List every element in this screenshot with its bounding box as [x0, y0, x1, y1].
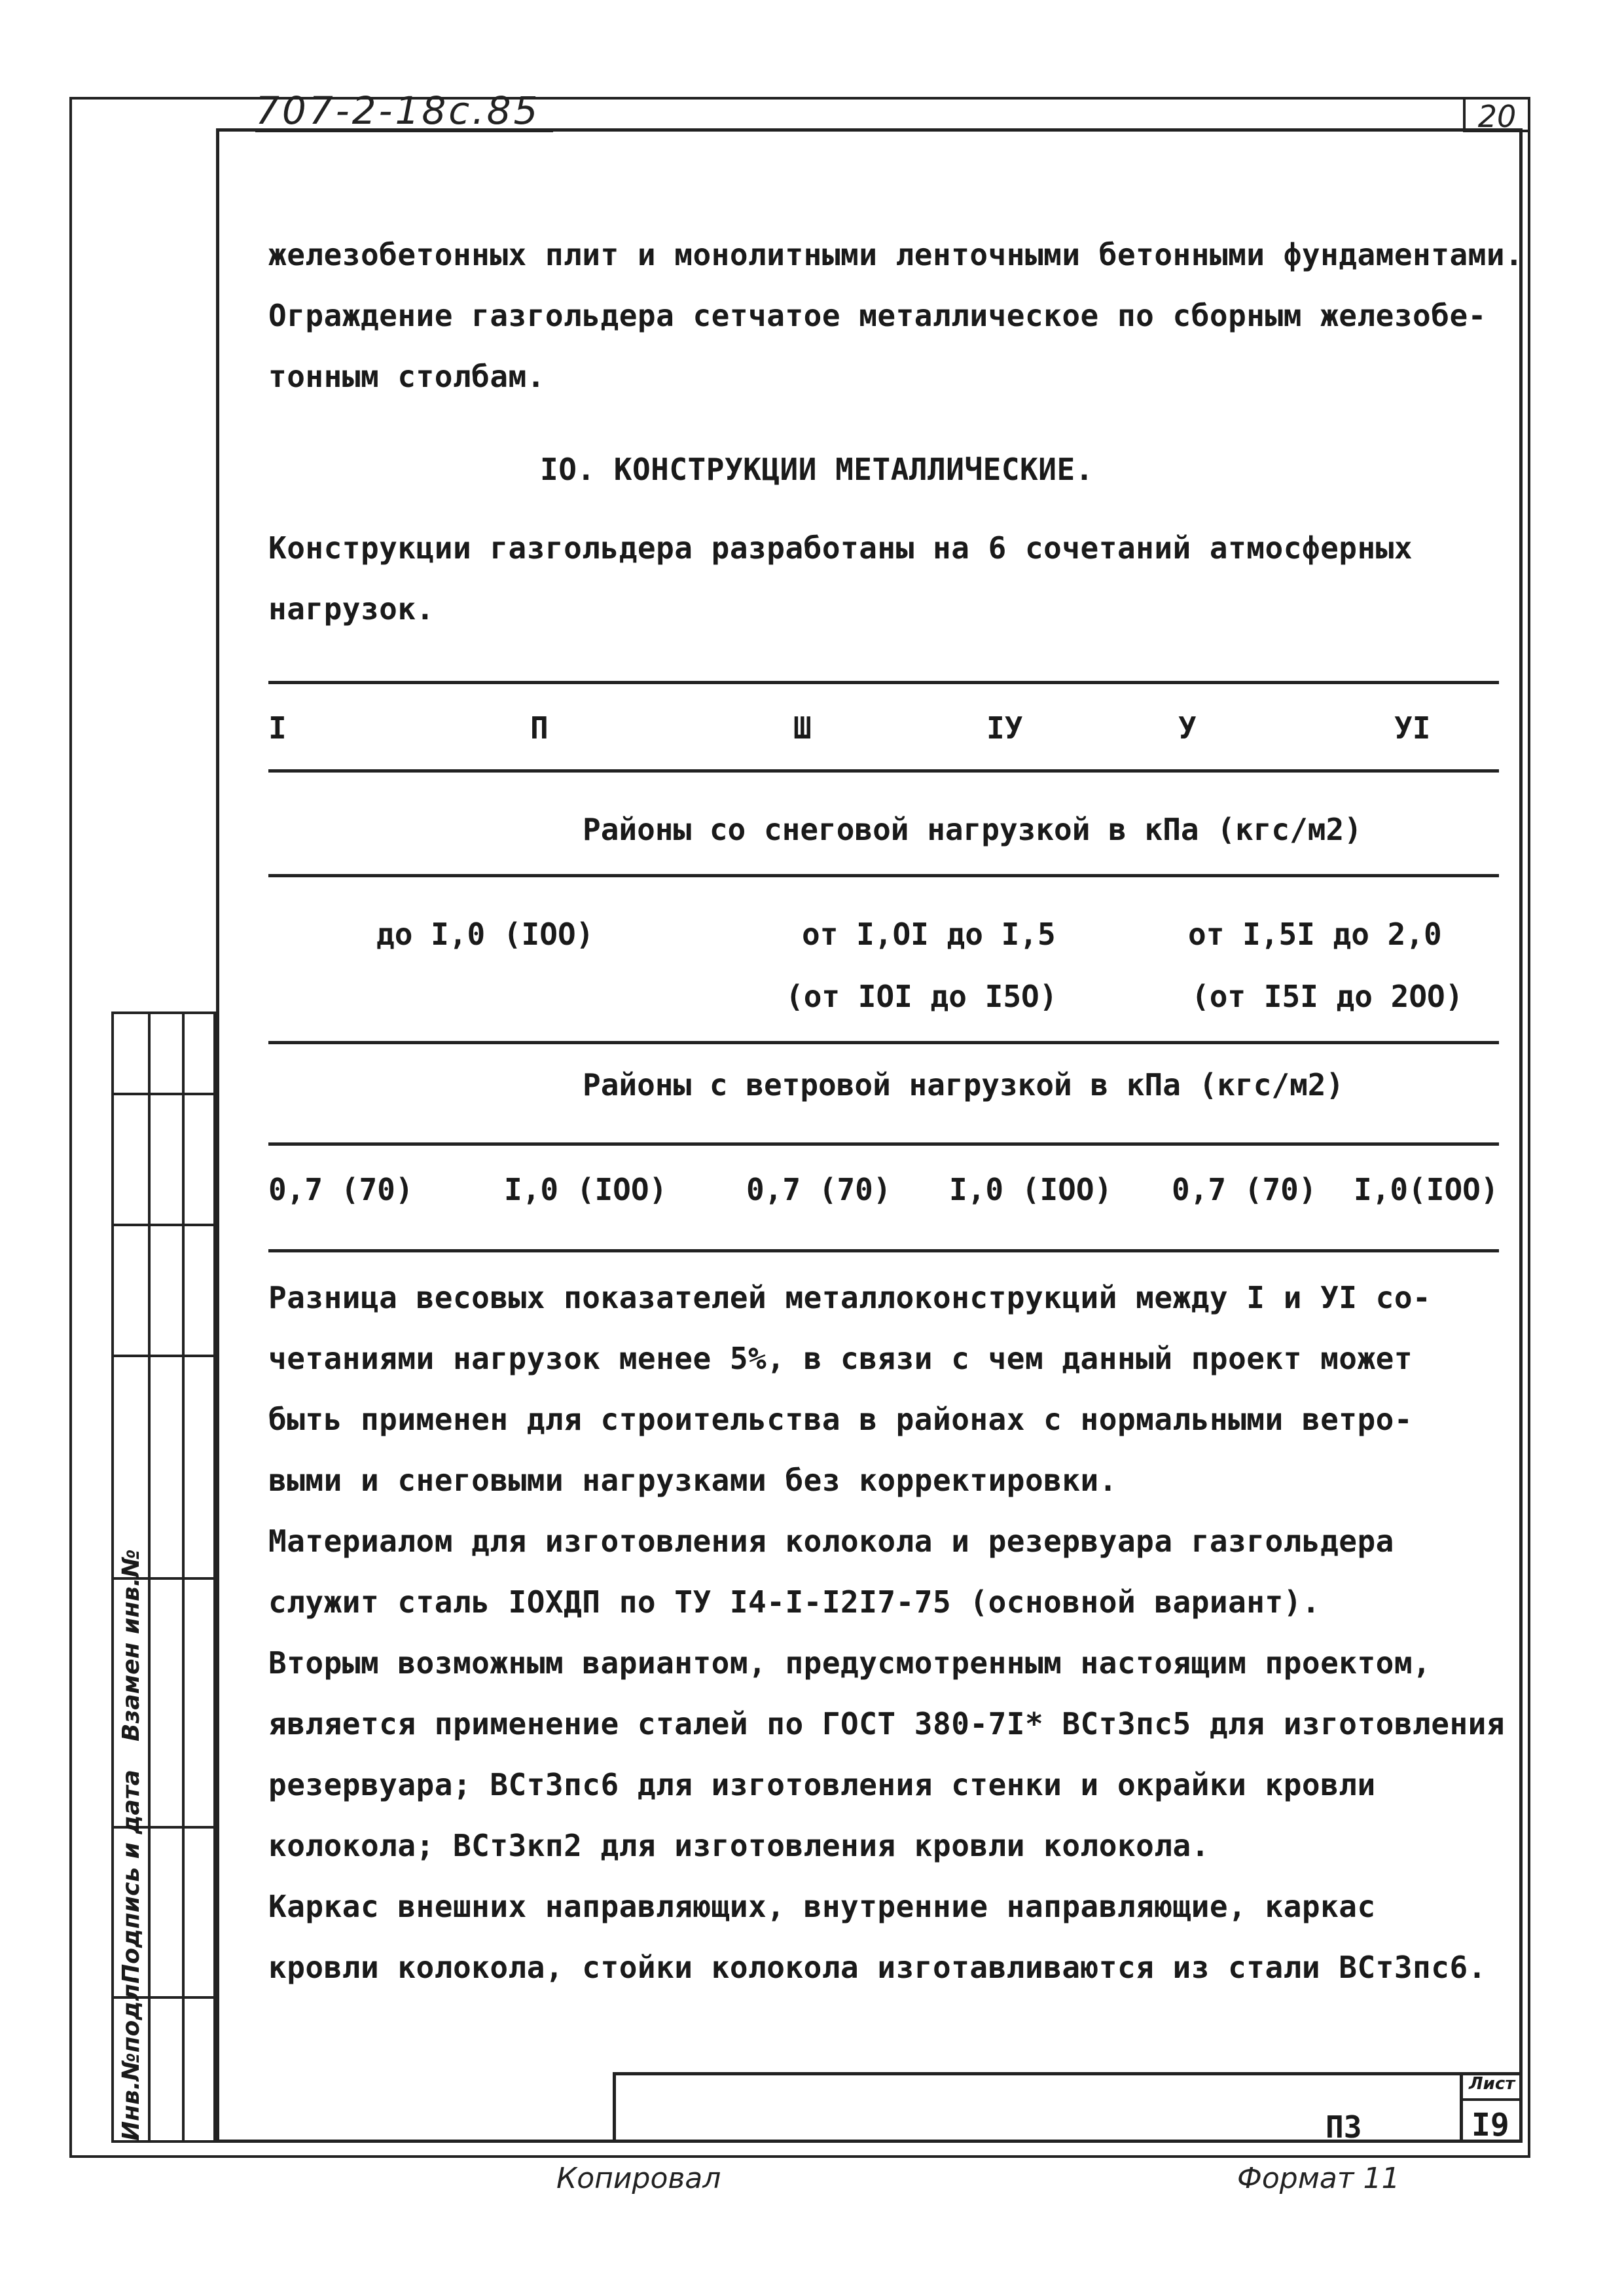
- column-header: I: [268, 710, 287, 746]
- column-header: IУ: [986, 710, 1023, 746]
- page-number: 20: [1463, 98, 1528, 132]
- column-header: УI: [1394, 710, 1431, 746]
- table-rule: [268, 874, 1499, 877]
- text-line: Разница весовых показателей металлоконструкций между I и УI со-: [268, 1280, 1432, 1315]
- text-line: является применение сталей по ГОСТ 380-7I* ВСт3пс5 для изготовления: [268, 1706, 1506, 1741]
- wind-value: I,0 (IOO): [504, 1172, 668, 1207]
- table-rule: [268, 1249, 1499, 1252]
- snow-value: (от IOI до I5O): [785, 979, 1058, 1014]
- stamp-divider: [114, 1355, 213, 1357]
- text-line: нагрузок.: [268, 591, 435, 627]
- title-block: [613, 2072, 1523, 2143]
- snow-value: до I,0 (IOO): [376, 917, 594, 952]
- title-block-code: ПЗ: [1326, 2109, 1362, 2145]
- text-line: четаниями нагрузок менее 5%, в связи с чем данный проект может: [268, 1341, 1413, 1376]
- text-line: тонным столбам.: [268, 359, 545, 394]
- footer-format: Формат 11: [1237, 2162, 1400, 2195]
- table-rule: [268, 769, 1499, 773]
- column-header: Ш: [793, 710, 812, 746]
- column-header: П: [530, 710, 549, 746]
- table-rule: [268, 1041, 1499, 1044]
- sheet-box-divider: [1460, 2098, 1523, 2101]
- stamp-label-replacement: Взамен инв.№: [118, 1549, 145, 1741]
- wind-value: I,0 (IOO): [949, 1172, 1113, 1207]
- wind-value: 0,7 (70): [268, 1172, 414, 1207]
- table-rule: [268, 681, 1499, 684]
- text-line: колокола; ВСт3кп2 для изготовления кровли колокола.: [268, 1828, 1210, 1863]
- sheet-number: I9: [1471, 2107, 1509, 2143]
- snow-value: от I,5I до 2,0: [1188, 917, 1442, 952]
- section-heading: IO. КОНСТРУКЦИИ МЕТАЛЛИЧЕСКИЕ.: [540, 452, 1094, 487]
- table-rule: [268, 1142, 1499, 1146]
- stamp-label-inventory: Инв.№подл.: [118, 1975, 145, 2141]
- text-line: быть применен для строительства в районах с нормальными ветро-: [268, 1402, 1413, 1437]
- text-line: выми и снеговыми нагрузками без корректировки.: [268, 1463, 1117, 1498]
- wind-value: I,0(IOO): [1354, 1172, 1499, 1207]
- stamp-divider: [114, 1224, 213, 1226]
- snow-value: (от I5I до 2OO): [1191, 979, 1464, 1014]
- text-line: железобетонных плит и монолитными ленточными бетонными фундаментами.: [268, 237, 1524, 272]
- text-line: Материалом для изготовления колокола и резервуара газгольдера: [268, 1523, 1394, 1559]
- document-code: 707-2-18с.85: [255, 92, 553, 132]
- stamp-label-signature-date: Подпись и дата: [118, 1770, 145, 1984]
- text-line: кровли колокола, стойки колокола изготавливаются из стали ВСт3пс6.: [268, 1950, 1487, 1985]
- wind-value: 0,7 (70): [746, 1172, 892, 1207]
- text-line: Ограждение газгольдера сетчатое металлическое по сборным железобе-: [268, 298, 1487, 333]
- text-line: служит сталь IOХДП по ТУ I4-I-I2I7-75 (основной вариант).: [268, 1584, 1321, 1620]
- footer-copied: Копировал: [556, 2162, 721, 2195]
- sheet-label: Лист: [1469, 2074, 1515, 2094]
- text-line: Конструкции газгольдера разработаны на 6 сочетаний атмосферных: [268, 530, 1413, 566]
- text-line: Каркас внешних направляющих, внутренние направляющие, каркас: [268, 1889, 1376, 1924]
- stamp-divider: [114, 1093, 213, 1095]
- wind-value: 0,7 (70): [1172, 1172, 1317, 1207]
- wind-heading: Районы с ветровой нагрузкой в кПа (кгс/м2): [583, 1067, 1344, 1102]
- column-header: У: [1178, 710, 1197, 746]
- text-line: резервуара; ВСт3пс6 для изготовления стенки и окрайки кровли: [268, 1767, 1376, 1802]
- text-line: Вторым возможным вариантом, предусмотренным настоящим проектом,: [268, 1645, 1432, 1681]
- snow-value: от I,OI до I,5: [802, 917, 1056, 952]
- snow-heading: Районы со снеговой нагрузкой в кПа (кгс/м2): [583, 812, 1362, 847]
